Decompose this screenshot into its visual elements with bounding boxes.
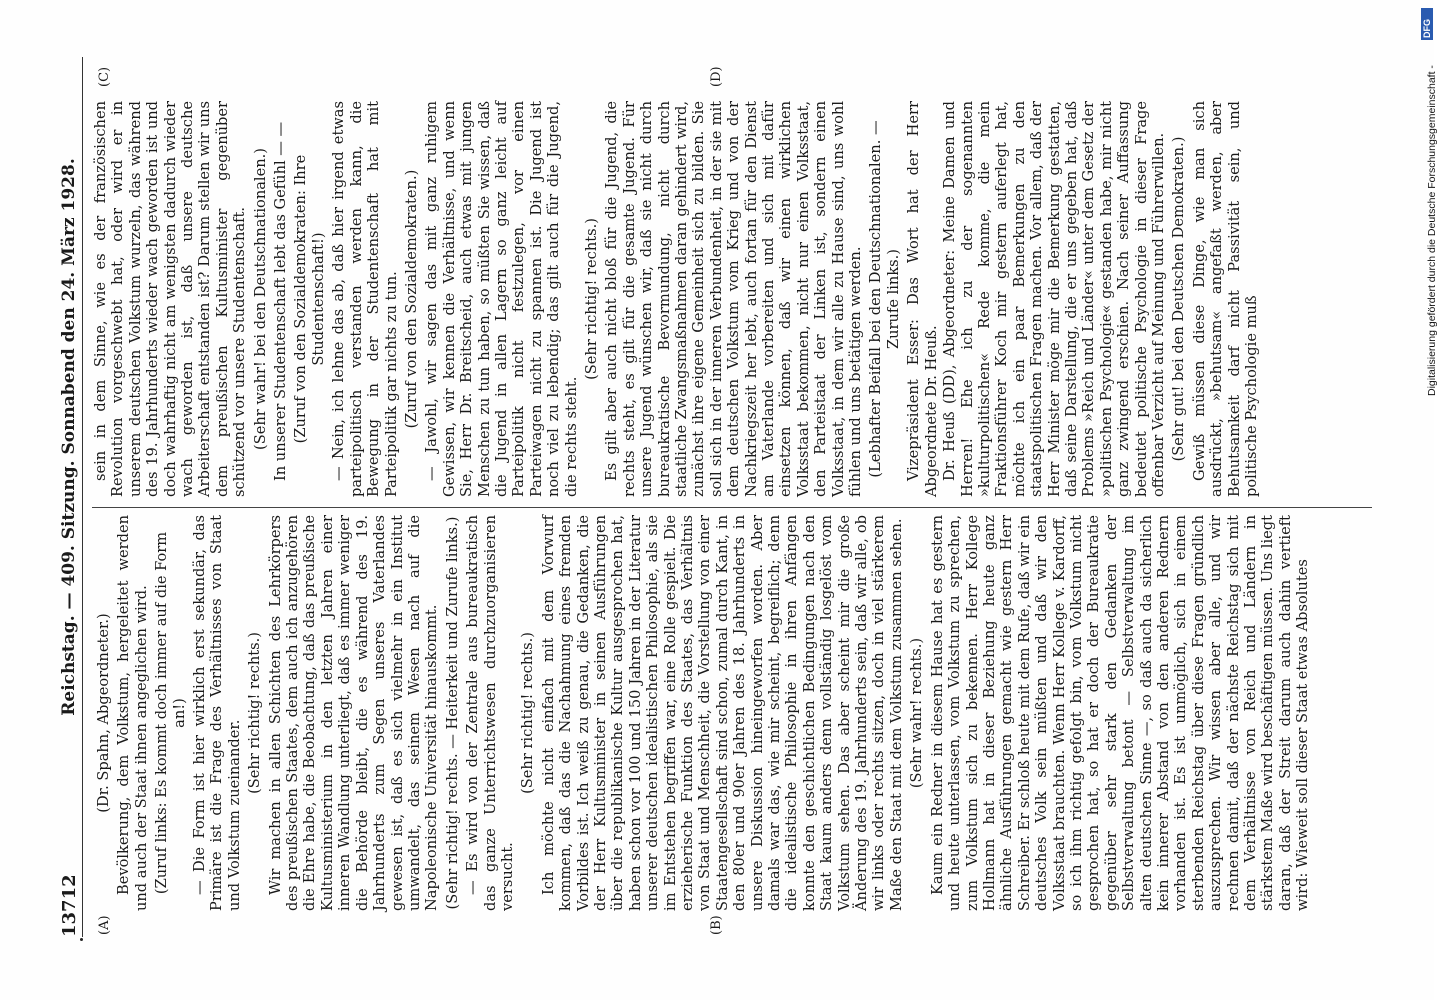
digitization-credit	[1412, 10, 1438, 990]
paragraph: (Zuruf links: Es kommt doch immer auf die Form an!)	[153, 531, 188, 895]
paragraph: Dr. Heuß (DD), Abgeordneter: Meine Damen und Herren! Ehe ich zu der sogenannten »kulturpolitischen« Rede komme, die mein Fraktionsführer Koch mir gestern auferlegt hat, möchte ich ein paar Bemerkungen zu den staatspolitischen Fragen machen. Vor allem, daß der Herr Minister möge mir die Bemerkung gestatten, daß seine Darstellung, die er uns gegeben hat, daß Problems »Reich und Länder« unter dem Gesetz der »politischen Psychologie« gestanden habe, mir nicht ganz zwingend erschien. Nach seiner Auffassung bedeutet politische Psychologie in dieser Frage offenbar Verzicht auf Meinung und Führerwillen.	[941, 101, 1167, 497]
left-text-column	[92, 515, 1372, 911]
paragraph: Wir machen in allen Schichten des Lehrkörpers des preußischen Staates, dem auch ich anzugehören die Ehre habe, die Beobachtung, daß das preußische Kultusministerium in den letzten Jahren einer inneren Wandlung unterliegt, daß es immer weniger die Behörde bleibt, die es während des 19. Jahrhunderts zum Segen unseres Vaterlandes gewesen ist, daß es sich vielmehr in ein Institut umwandelt, das seinem Wesen nach auf die Napoleonische Universität hinauskommt.	[266, 515, 441, 911]
credit-text: Digitalisierung gefördert durch die Deutsche Forschungsgemeinschaft -	[1426, 65, 1438, 396]
paragraph: Bevölkerung, dem Volkstum, hergeleitet werden und auch der Staat ihnen angeglichen wird.	[115, 515, 150, 911]
right-text-column	[92, 101, 1372, 497]
paragraph: (Sehr gut! bei den Deutschen Demokraten.)	[1170, 136, 1188, 462]
paragraph: Vizepräsident Esser: Das Wort hat der Herr Abgeordnete Dr. Heuß.	[905, 101, 940, 497]
paragraph: sein in dem Sinne, wie es der französischen Revolution vorgeschwebt hat, oder wird er in unserem deutschen Volkstum wurzeln, das während des 19. Jahrhunderts wieder wach geworden ist und doch wahrhaftig nicht am wenigsten dadurch wieder wach geworden ist, daß unsere deutsche Arbeiterschaft entstanden ist? Darum stellen wir uns dem preußischen Kultusminister gegenüber schützend vor unsere Studentenschaft.	[92, 101, 249, 497]
scan-speck	[80, 938, 83, 941]
paragraph: (Sehr wahr! rechts.)	[908, 637, 926, 789]
paragraph: (Zuruf von den Sozialdemokraten: Ihre Studentenschaft!)	[292, 154, 327, 444]
paragraph: (Zuruf von den Sozialdemokraten.)	[402, 169, 420, 429]
paragraph: Gewiß müssen diese Dinge, wie man sich ausdrückt, »behutsam« angefaßt werden, aber Behutsamkeit darf nicht Passivität sein, und politische Psychologie muß	[1190, 101, 1260, 497]
margin-marker-c: (C)	[97, 66, 112, 87]
page-header	[58, 57, 83, 937]
dfg-logo-text: DFG	[1422, 19, 1432, 38]
paragraph: Kaum ein Redner in diesem Hause hat es gestern und heute unterlassen, vom Volkstum zu sprechen, zum Volkstum sich zu bekennen. Herr Kollege Hollmann hat in dieser Beziehung heute ganz ähnliche Ausführungen gemacht wie gestern Herr Schreiber. Er schloß heute mit dem Rufe, daß wir ein deutsches Volk sein müßten und daß wir den Volksstaat brauchten. Wenn Herr Kollege v. Kardorff, so ich ihm richtig gefolgt bin, vom Volkstum nicht gesprochen hat, so hat er doch der Bureaukratie gegenüber sehr stark den Gedanken der Selbstverwaltung betont — Selbstverwaltung im alten deutschen Sinne —, so daß auch da sicherlich kein innerer Abstand von den anderen Rednern vorhanden ist. Es ist unmöglich, sich in einem sterbenden Reichstag über diese Fragen gründlich auszusprechen. Wir wissen aber alle, und wir rechnen damit, daß der nächste Reichstag sich mit dem Verhältnisse von Reich und Ländern in stärkstem Maße wird beschäftigen müssen. Uns liegt daran, daß der Streit darum auch dahin vertieft wird: Wieweit soll dieser Staat etwas Absolutes	[928, 515, 1312, 911]
paragraph: — Jawohl, wir sagen das mit ganz ruhigem Gewissen, wir kennen die Verhältnisse, und wenn Sie, Herr Dr. Breitscheid, auch etwas mit jungen Menschen zu tun haben, so müßten Sie wissen, daß die Jugend in allen Lagern so ganz leicht auf Parteipolitik nicht festzulegen, vor einen Parteiwagen nicht zu spannen ist. Die Jugend ist noch viel zu lebendig; das gilt auch für die Jugend, die rechts steht.	[423, 101, 580, 497]
session-title: Reichstag. — 409. Sitzung. Sonnabend den 24. März 1928.	[59, 158, 80, 716]
paragraph: — Die Form ist hier wirklich erst sekundär, das Primäre ist die Frage des Verhältnisses von Staat und Volkstum zueinander.	[191, 515, 243, 911]
margin-marker-b: (B)	[709, 915, 724, 935]
paragraph: (Sehr wahr! bei den Deutschnationalen.)	[251, 148, 269, 450]
paragraph: (Sehr richtig! rechts. — Heiterkeit und Zurufe links.)	[443, 516, 461, 910]
column-divider	[92, 507, 1372, 508]
paragraph: — Es wird von der Zentrale aus bureaukratisch das ganze Unterrichtswesen durchzuorganisieren versucht.	[464, 515, 516, 911]
paragraph: — Nein, ich lehne das ab, daß hier irgend etwas parteipolitisch verstanden werden kann, die Bewegung in der Studentenschaft hat mit Parteipolitik gar nichts zu tun.	[330, 101, 400, 497]
paragraph: Ich möchte nicht einfach mit dem Vorwurf kommen, daß das die Nachahmung eines fremden Vorbildes ist. Ich weiß zu genau, die Gedanken, die der Herr Kultusminister in seinen Ausführungen über die republikanische Kultur ausgesprochen hat, haben schon vor 100 und 150 Jahren in der Literatur unserer deutschen idealistischen Philosophie, als sie im Entstehen begriffen war, eine Rolle gespielt. Die erzieherische Funktion des Staates, das Verhältnis von Staat und Menschheit, die Vorstellung von einer Staatengesellschaft sind schon, zumal durch Kant, in den 80er und 90er Jahren des 18. Jahrhunderts in unsere Diskussion hineingeworfen worden. Aber damals war das, wie mir scheint, begreiflich; denn die idealistische Philosophie in ihren Anfängen konnte den geschichtlichen Bedingungen nach den Staat kaum anders denn vollständig losgelöst vom Volkstum sehen. Das aber scheint mir die große Änderung des 19. Jahrhunderts sein, daß wir alle, ob wir links oder rechts sitzen, doch in viel stärkerem Maße den Staat mit dem Volkstum zusammen sehen.	[539, 515, 905, 911]
dfg-logo	[1421, 8, 1433, 40]
paragraph: (Sehr richtig! rechts.)	[582, 218, 600, 380]
paragraph: (Sehr richtig! rechts.)	[519, 632, 537, 794]
paragraph: (Lebhafter Beifall bei den Deutschnationalen. — Zurufe links.)	[867, 120, 902, 478]
margin-marker-d: (D)	[709, 66, 724, 87]
paragraph: In unserer Studentenschaft lebt das Gefühl — —	[272, 121, 290, 481]
paragraph: (Sehr richtig! rechts.)	[246, 632, 264, 794]
rotated-document-page	[58, 57, 1378, 937]
margin-marker-a: (A)	[97, 915, 112, 935]
page-number: 13712	[59, 874, 81, 937]
paragraph: (Dr. Spahn, Abgeordneter.)	[95, 613, 112, 813]
paragraph: Es gilt aber auch nicht bloß für die Jugend, die rechts steht, es gilt für die gesamte Jugend. Für unsere Jugend wünschen wir, daß sie nicht durch bureaukratische Bevormundung, nicht durch staatliche Zwangsmaßnahmen daran gehindert wird, zunächst ihre eigene Gemeinheit sich zu bilden. Sie soll sich in der inneren Verbundenheit, in der sie mit dem deutschen Volkstum vom Krieg und von der Nachkriegszeit her lebt, auch fortan für den Dienst am Vaterlande vorbereiten und sich mit dafür einsetzen können, daß wir einen wirklichen Volksstaat bekommen, nicht nur einen Volksstaat, den Parteistaat der Linken ist, sondern einen Volksstaat, in dem wir alle zu Hause sind, uns wohl fühlen und uns betätigen werden.	[603, 101, 865, 497]
